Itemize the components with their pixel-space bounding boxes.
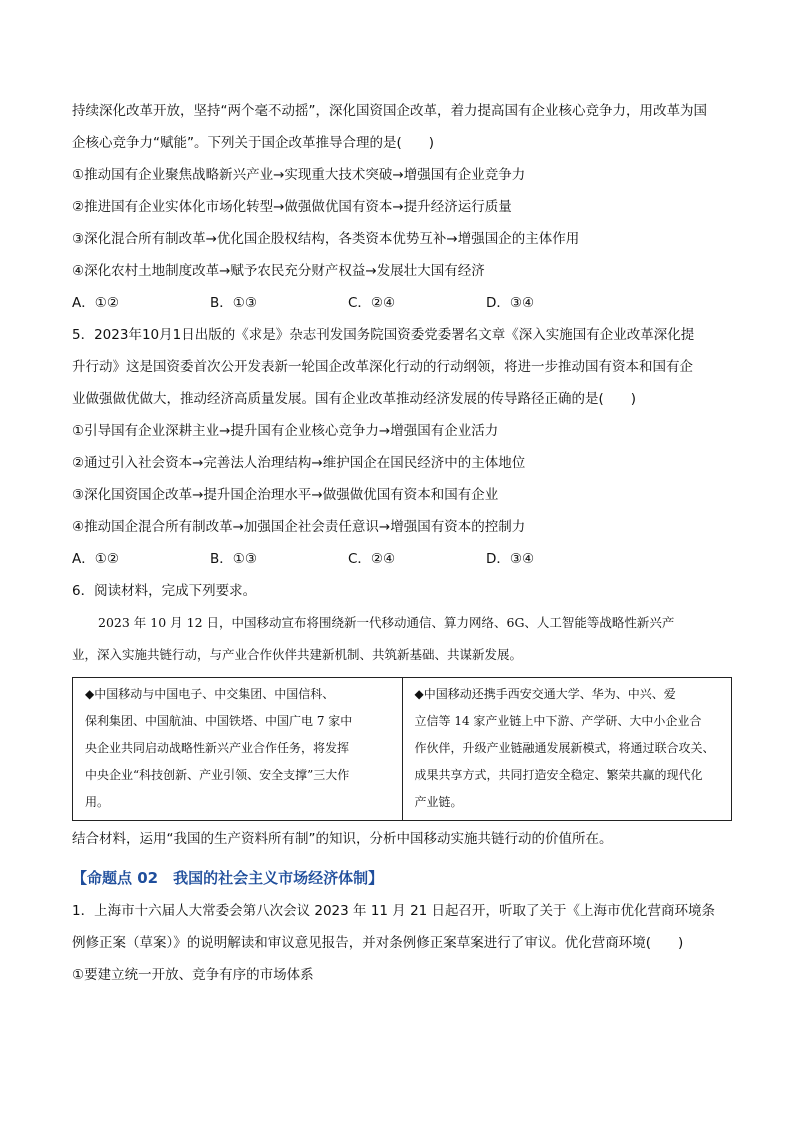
statement-item: ④推动国企混合所有制改革→加强国企社会责任意识→增强国有资本的控制力 <box>72 519 526 535</box>
passage-line: 2023 年 10 月 12 日，中国移动宣布将围绕新一代移动通信、算力网络、6G、人工智能等战略性新兴产 <box>98 615 675 630</box>
question-stem: 1．上海市十六届人大常委会第八次会议 2023 年 11 月 21 日起召开，听取了关于《上海市优化营商环境条 <box>72 903 716 919</box>
material-line: 用。 <box>85 795 110 809</box>
answer-options <box>72 287 727 319</box>
statement-item: ①推动国有企业聚焦战略新兴产业→实现重大技术突破→增强国有企业竞争力 <box>72 167 526 183</box>
question-4 <box>72 95 727 319</box>
question-stem: 企核心竞争力“赋能”。下列关于国企改革推导合理的是( ) <box>72 135 435 151</box>
material-line: 成果共享方式，共同打造安全稳定、繁荣共赢的现代化 <box>414 768 703 782</box>
option-b: B．①③ <box>210 551 257 567</box>
material-line: 作伙伴，升级产业链融通发展新模式，将通过联合攻关、 <box>414 741 715 755</box>
reading-passage <box>72 607 727 671</box>
material-box-right <box>402 678 732 821</box>
question-stem: 升行动》这是国资委首次公开发表新一轮国企改革深化行动的行动纲领，将进一步推动国有资本和国有企 <box>72 359 693 375</box>
option-c: C．②④ <box>348 551 396 567</box>
material-table <box>72 677 732 821</box>
option-a: A．①② <box>72 295 119 311</box>
option-b: B．①③ <box>210 295 257 311</box>
material-line: 保利集团、中国航油、中国铁塔、中国广电 7 家中 <box>85 714 353 728</box>
question-6 <box>72 575 727 855</box>
section2-question-1 <box>72 895 727 991</box>
page-content <box>72 95 727 991</box>
statement-item: ④深化农村土地制度改革→赋予农民充分财产权益→发展壮大国有经济 <box>72 263 485 279</box>
answer-options <box>72 543 727 575</box>
question-stem: 6．阅读材料，完成下列要求。 <box>72 583 257 599</box>
material-line: 产业链。 <box>414 795 463 809</box>
question-stem: 例修正案（草案）》的说明解读和审议意见报告，并对条例修正案草案进行了审议。优化营商环境( ) <box>72 935 684 951</box>
material-line: 央企业共同启动战略性新兴产业合作任务，将发挥 <box>85 741 350 755</box>
passage-line: 业，深入实施共链行动，与产业合作伙伴共建新机制、共筑新基础、共谋新发展。 <box>72 647 523 662</box>
question-prompt: 结合材料，运用“我国的生产资料所有制”的知识，分析中国移动实施共链行动的价值所在。 <box>72 831 613 847</box>
question-stem: 5．2023年10月1日出版的《求是》杂志刊发国务院国资委党委署名文章《深入实施国有企业改革深化提 <box>72 327 695 343</box>
material-line: 中央企业“科技创新、产业引领、安全支撑”三大作 <box>85 768 350 782</box>
material-line: ◆中国移动与中国电子、中交集团、中国信科、 <box>85 687 335 701</box>
option-d: D．③④ <box>486 551 535 567</box>
statement-item: ③深化混合所有制改革→优化国企股权结构，各类资本优势互补→增强国企的主体作用 <box>72 231 580 247</box>
option-a: A．①② <box>72 551 119 567</box>
section-heading: 【命题点 02 我国的社会主义市场经济体制】 <box>72 869 384 887</box>
question-stem: 业做强做优做大，推动经济高质量发展。国有企业改革推动经济发展的传导路径正确的是( ) <box>72 391 637 407</box>
statement-item: ③深化国资国企改革→提升国企治理水平→做强做优国有资本和国有企业 <box>72 487 499 503</box>
statement-item: ①引导国有企业深耕主业→提升国有企业核心竞争力→增强国有企业活力 <box>72 423 499 439</box>
material-line: ◆中国移动还携手西安交通大学、华为、中兴、爱 <box>414 687 676 701</box>
question-stem: 持续深化改革开放，坚持“两个毫不动摇”，深化国资国企改革，着力提高国有企业核心竞争力，用改革为国 <box>72 103 707 119</box>
statement-item: ②推进国有企业实体化市场化转型→做强做优国有资本→提升经济运行质量 <box>72 199 512 215</box>
material-box-left <box>73 678 403 821</box>
option-c: C．②④ <box>348 295 396 311</box>
statement-item: ①要建立统一开放、竞争有序的市场体系 <box>72 967 314 983</box>
question-5 <box>72 319 727 575</box>
statement-item: ②通过引入社会资本→完善法人治理结构→维护国企在国民经济中的主体地位 <box>72 455 526 471</box>
option-d: D．③④ <box>486 295 535 311</box>
material-line: 立信等 14 家产业链上中下游、产学研、大中小企业合 <box>414 714 702 728</box>
